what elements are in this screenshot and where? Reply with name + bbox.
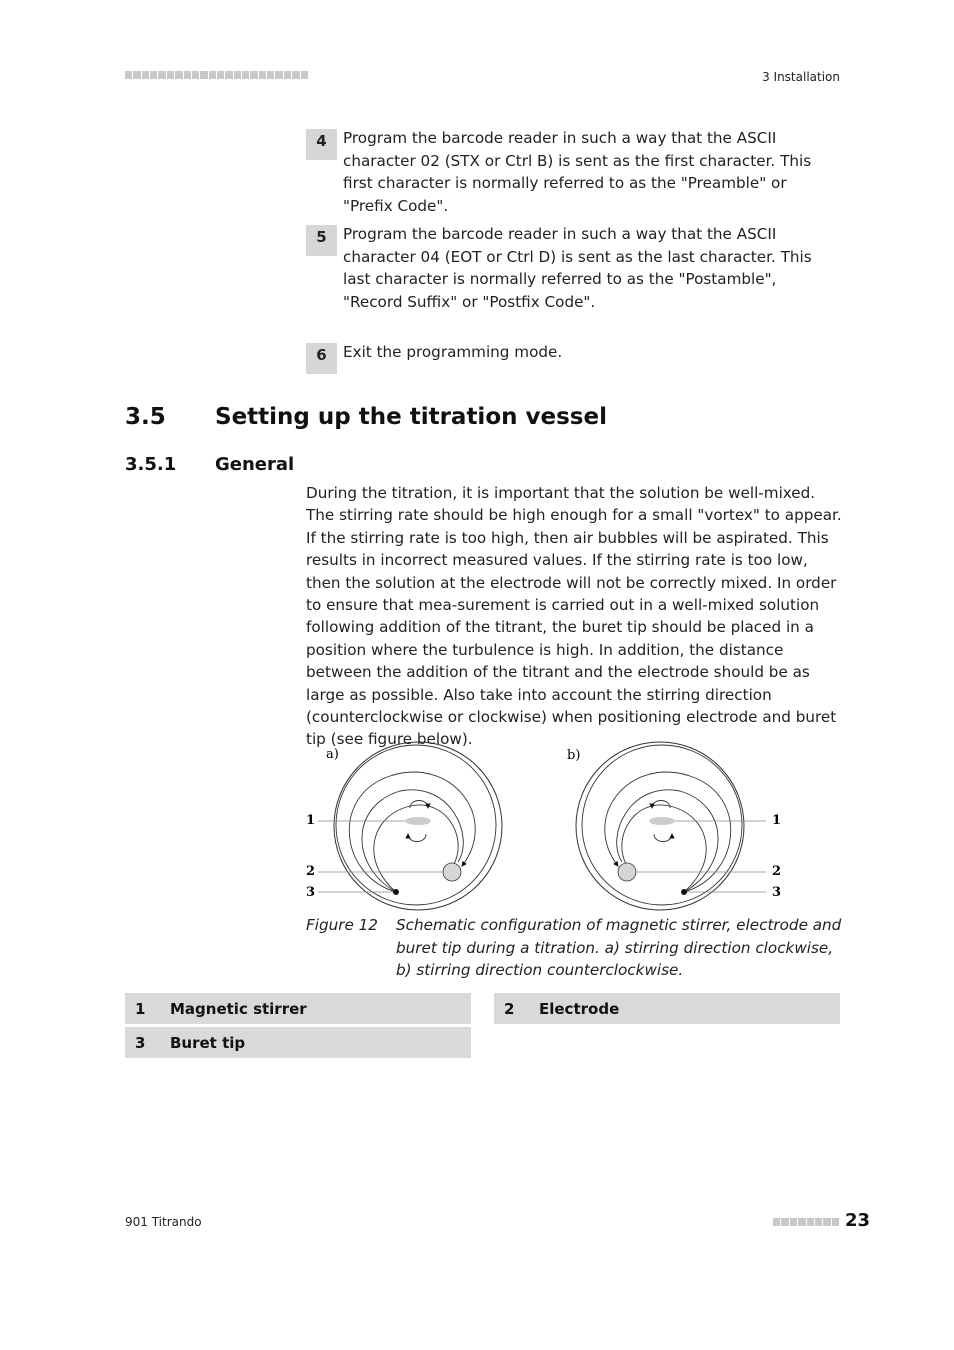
step-6	[306, 343, 840, 374]
callout-2-b: 2	[772, 864, 782, 879]
step-number: 5	[306, 225, 337, 256]
legend-item-electrode	[494, 993, 840, 1024]
section-heading	[125, 404, 607, 430]
step-text: Program the barcode reader in such a way that the ASCII character 02 (STX or Ctrl B) is sent as the first character. This first character is normally referred to as the "Preamble" or "Prefix Code".	[343, 129, 812, 215]
legend-label: Magnetic stirrer	[170, 999, 307, 1018]
step-text: Exit the programming mode.	[343, 343, 563, 361]
step-number: 6	[306, 343, 337, 374]
step-text: Program the barcode reader in such a way that the ASCII character 04 (EOT or Ctrl D) is sent as the last character. This last character is normally referred to as the "Postamble", "Record Suffix" or "Postfix Code".	[343, 225, 812, 311]
legend-label: Buret tip	[170, 1033, 246, 1052]
chapter-title: 3 Installation	[762, 70, 840, 84]
callout-2-a: 2	[306, 864, 316, 879]
legend-item-magnetic-stirrer	[125, 993, 471, 1024]
step-5	[306, 225, 840, 313]
callout-3-a: 3	[306, 885, 316, 900]
section-title: Setting up the titration vessel	[215, 404, 607, 430]
footer-product: 901 Titrando	[125, 1215, 202, 1229]
subsection-number: 3.5.1	[125, 454, 177, 475]
figure-number: Figure 12	[306, 916, 378, 934]
figure-caption-text: Schematic configuration of magnetic stirrer, electrode and buret tip during a titration. a) stirring direction clockwise, b) stirring direction counterclockwise.	[396, 916, 842, 979]
section-number: 3.5	[125, 404, 166, 430]
callout-1-a: 1	[306, 813, 316, 828]
header-decoration	[125, 71, 308, 80]
subsection-title: General	[215, 454, 295, 475]
legend-number: 3	[135, 1033, 146, 1052]
legend-number: 1	[135, 999, 146, 1018]
panel-a-diagram	[306, 742, 502, 910]
panel-a-label: a)	[326, 747, 339, 762]
step-4	[306, 129, 840, 217]
legend-item-buret-tip	[125, 1027, 471, 1058]
callout-3-b: 3	[772, 885, 782, 900]
body-paragraph: During the titration, it is important that the solution be well-mixed. The stirring rate should be high enough for a small "vortex" to appear. If the stirring rate is too high, then air bubbles will be aspirated. This results in incorrect measured values. If the stirring rate is too low, then the solution at the electrode will not be correctly mixed. In order to ensure that mea-surement is carried out in a well-mixed solution following addition of the titrant, the buret tip should be placed in a position where the turbulence is high. In addition, the distance between the addition of the titrant and the electrode should be as large as possible. Also take into account the stirring direction (counterclockwise or clockwise) when positioning electrode and buret tip (see figure below).	[306, 484, 842, 749]
panel-b-diagram	[567, 742, 781, 910]
page-number: 23	[845, 1210, 871, 1231]
subsection-heading	[125, 454, 294, 475]
footer-decoration	[773, 1218, 839, 1226]
figure-caption	[306, 914, 842, 982]
legend-label: Electrode	[539, 999, 620, 1018]
stirring-schematic	[300, 736, 790, 912]
callout-1-b: 1	[772, 813, 782, 828]
step-number: 4	[306, 129, 337, 160]
legend-number: 2	[504, 999, 515, 1018]
panel-b-label: b)	[567, 748, 581, 763]
